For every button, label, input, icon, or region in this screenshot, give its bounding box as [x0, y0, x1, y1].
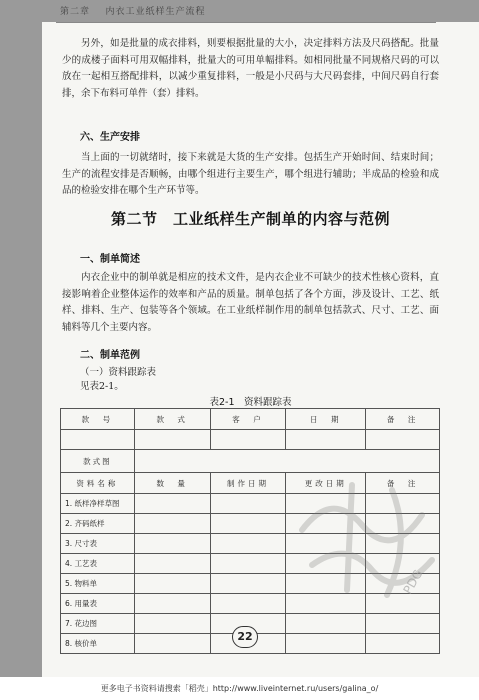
heading-examples: 二、制单范例: [80, 350, 140, 361]
table-row: [61, 514, 440, 534]
table-row: [61, 554, 440, 574]
table-row: [61, 574, 440, 594]
see-table-note: 见表2-1。: [80, 381, 124, 392]
style-image-label: 款式图: [61, 450, 135, 473]
table-row: [61, 494, 440, 514]
row-label: 5. 物料单: [61, 574, 135, 594]
heading-production-arrangement: 六、生产安排: [80, 132, 140, 143]
header-chapter: 第二章: [60, 7, 91, 17]
paragraph-2: [62, 150, 439, 200]
table-subheader-row: [61, 473, 440, 494]
row-label: 7. 花边图: [61, 614, 135, 634]
header-title: 内衣工业纸样生产流程: [105, 7, 206, 17]
row-label: 1. 纸样净样草图: [61, 494, 135, 514]
heading-overview: 一、制单简述: [80, 254, 140, 265]
header-cell-doc-name: 资料名称: [61, 473, 135, 494]
row-label: 2. 齐码纸样: [61, 514, 135, 534]
row-label: 3. 尺寸表: [61, 534, 135, 554]
table-header-row: [61, 409, 440, 430]
table-row: [61, 430, 440, 450]
tracking-table: [60, 408, 440, 654]
header-cell-date: 日 期: [286, 409, 366, 430]
paragraph-2-text: 当上面的一切就绪时，接下来就是大货的生产安排。包括生产开始时间、结束时间；生产的流程安排是否顺畅，由哪个组进行主要生产，哪个组进行辅助；半成品的检验和成品的检验安排在哪个生产环节等。: [62, 152, 439, 196]
paragraph-3-text: 内衣企业中的制单就是相应的技术文件，是内衣企业不可缺少的技术性核心资料，直接影响着企业整体运作的效率和产品的质量。制单包括了各个方面，涉及设计、工艺、纸样、排料、生产、包装等各个领域。在工业纸样制作用的制单包括款式、尺寸、工艺、面辅料等几个主要内容。: [62, 272, 439, 333]
header-cell-customer: 客 户: [210, 409, 286, 430]
header-cell-changed-date: 更改日期: [286, 473, 366, 494]
subheading-tracking-table: （一）资料跟踪表: [80, 367, 157, 378]
section-title: 第二节 工业纸样生产制单的内容与范例: [110, 210, 390, 228]
footer-link-text[interactable]: 更多电子书资料请搜索「稻壳」http://www.liveinternet.ru/users/galina_o/: [100, 684, 379, 693]
header-cell-made-date: 制作日期: [210, 473, 286, 494]
style-image-cell: [134, 450, 439, 473]
header-cell-style-no: 款 号: [61, 409, 135, 430]
page-number: 22: [232, 626, 258, 648]
header-cell-style: 款 式: [134, 409, 210, 430]
row-label: 6. 用量表: [61, 594, 135, 614]
table-row: [61, 594, 440, 614]
row-label: 4. 工艺表: [61, 554, 135, 574]
style-image-row: [61, 450, 440, 473]
paragraph-3: [62, 270, 439, 336]
header-cell-remark: 备 注: [366, 409, 440, 430]
table-row: [61, 534, 440, 554]
header-cell-remark-2: 备 注: [366, 473, 440, 494]
header-cell-quantity: 数 量: [134, 473, 210, 494]
watermark-text: PDG: [400, 567, 426, 597]
paragraph-1-text: 另外，如是批量的成衣排料，则要根据批量的大小，决定排料方法及尺码搭配。批量少的成楼子面料可用双幅排料，批量大的可用单幅排料。如相同批量不同规格尺码的可以放在一起相互搭配排料，以减少重复排料，一般是小尺码与大尺码套排，中间尺码自行套排，余下布料可单件（套）排料。: [62, 38, 439, 99]
row-label: 8. 核价单: [61, 634, 135, 654]
header-rule: [56, 22, 436, 23]
table-caption: 表2-1 资料跟踪表: [209, 397, 292, 408]
paragraph-1: [62, 36, 439, 102]
running-header: [60, 4, 205, 17]
